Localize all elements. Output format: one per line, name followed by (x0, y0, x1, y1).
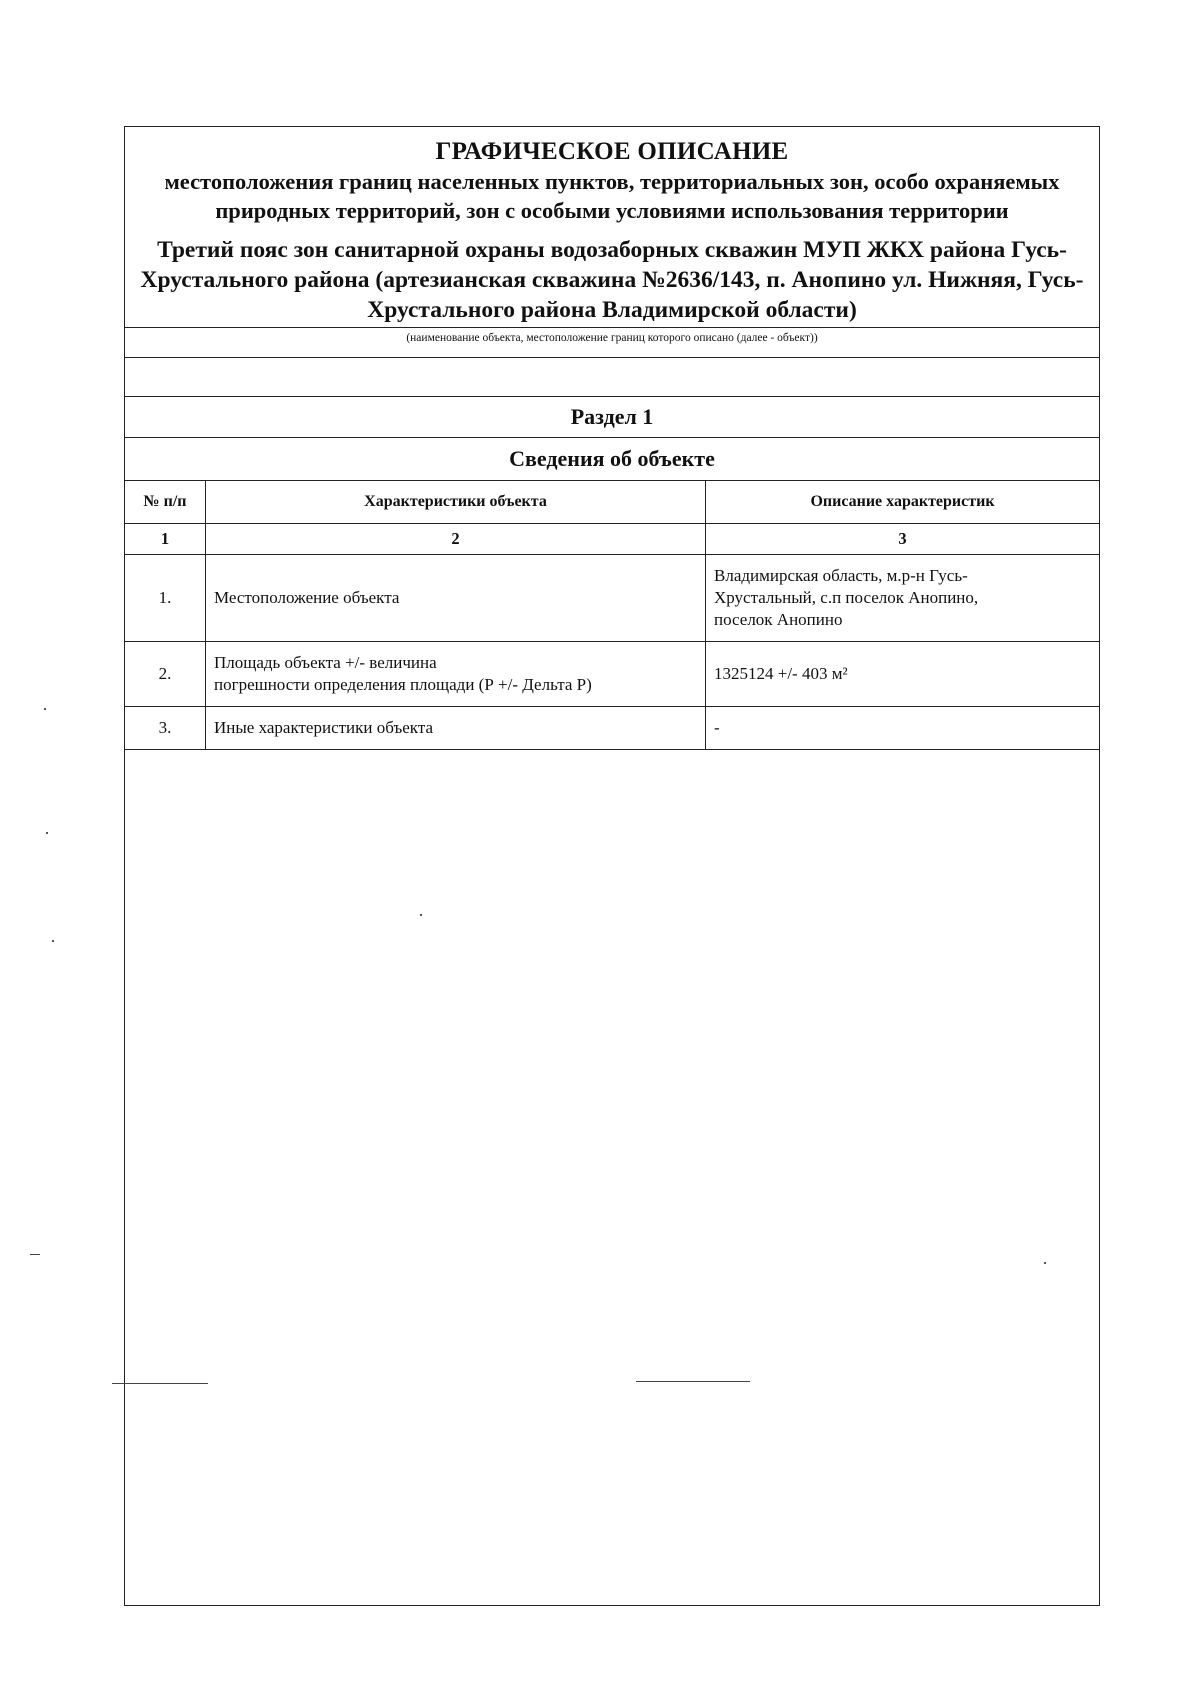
row-description: 1325124 +/- 403 м² (714, 664, 848, 683)
row-number: 2. (125, 642, 206, 707)
column-number-3: 3 (706, 524, 1100, 555)
row-number: 1. (125, 555, 206, 642)
row-characteristic: Площадь объекта +/- величина погрешности определения площади (Р +/- Дельта Р) (214, 653, 592, 694)
row-characteristic: Иные характеристики объекта (214, 718, 434, 737)
row-characteristic-cell (206, 707, 706, 750)
document-subtitle: местоположения границ населенных пунктов, территориальных зон, особо охраняемых природных территорий, зон с особыми условиями использования территории (164, 169, 1060, 223)
section-subtitle: Сведения об объекте (125, 438, 1099, 481)
scan-streak (112, 1383, 208, 1384)
header-num: № п/п (125, 481, 206, 524)
row-description-cell (706, 555, 1100, 642)
scan-speck (420, 914, 422, 916)
scan-speck (46, 832, 48, 834)
row-description: - (714, 718, 720, 737)
row-characteristic-cell (206, 642, 706, 707)
scan-speck (1044, 1262, 1046, 1264)
document-header (125, 127, 1099, 358)
table-row (125, 555, 1099, 642)
row-characteristic-cell (206, 555, 706, 642)
scan-speck (44, 708, 46, 710)
row-description: Владимирская область, м.р-н Гусь- Хрустальный, с.п поселок Анопино, поселок Анопино (714, 566, 979, 629)
header-description: Описание характеристик (706, 481, 1100, 524)
section-title: Раздел 1 (125, 397, 1099, 438)
object-name: Третий пояс зон санитарной охраны водозаборных скважин МУП ЖКХ района Гусь-Хрустального района (артезианская скважина №2636/143, п. Анопино ул. Нижняя, Гусь-Хрустального района Владимирской области) (140, 237, 1084, 323)
table-row (125, 707, 1099, 750)
column-number-row (125, 524, 1099, 555)
row-characteristic: Местоположение объекта (214, 588, 400, 607)
document-title: ГРАФИЧЕСКОЕ ОПИСАНИЕ (435, 138, 789, 165)
table-row (125, 642, 1099, 707)
blank-row (125, 358, 1099, 397)
object-caption: (наименование объекта, местоположение границ которого описано (далее - объект)) (125, 327, 1099, 358)
column-number-2: 2 (206, 524, 706, 555)
scan-streak (636, 1381, 750, 1382)
row-number: 3. (125, 707, 206, 750)
document-frame (124, 126, 1100, 1606)
column-number-1: 1 (125, 524, 206, 555)
row-description-cell (706, 707, 1100, 750)
row-description-cell (706, 642, 1100, 707)
header-characteristic: Характеристики объекта (206, 481, 706, 524)
table-header-row (125, 481, 1099, 524)
scan-speck (52, 940, 54, 942)
properties-table (125, 481, 1099, 750)
scan-streak (30, 1254, 40, 1255)
